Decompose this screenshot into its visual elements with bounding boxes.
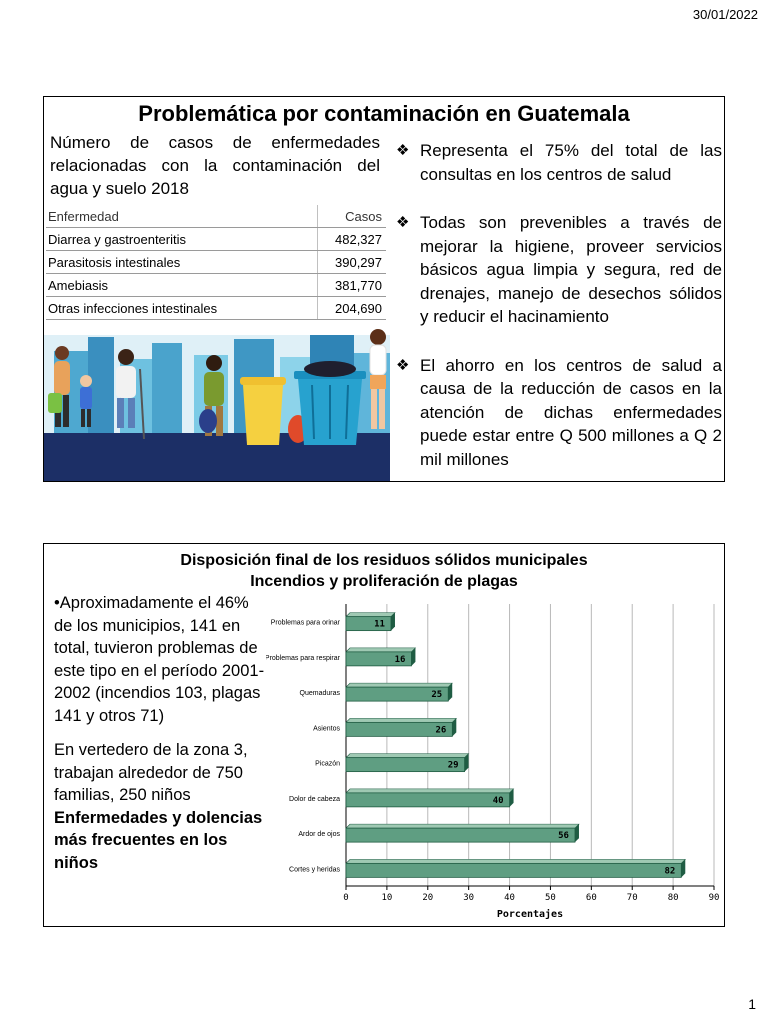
diamond-bullet-icon: ❖ — [396, 356, 410, 374]
bar-value-label: 25 — [431, 690, 443, 701]
landfill-paragraph: En vertedero de la zona 3, trabajan alrededor de 750 familias, 250 niños — [54, 741, 248, 804]
x-tick-label: 20 — [422, 893, 434, 903]
bar-top-face — [346, 859, 685, 863]
x-tick-label: 70 — [626, 893, 638, 903]
cases-value: 381,770 — [318, 274, 387, 297]
cases-intro: Número de casos de enfermedades relacionadas con la contaminación del agua y suelo 2018 — [50, 133, 380, 198]
table-row — [46, 251, 386, 274]
bullet-item — [396, 139, 722, 186]
category-label: Quemaduras — [299, 690, 340, 698]
slide-2-title-line-2: Incendios y proliferación de plagas — [250, 573, 518, 590]
page-number: 1 — [748, 996, 756, 1012]
x-tick-label: 50 — [545, 893, 556, 903]
category-label: Cortes y heridas — [289, 866, 340, 874]
x-tick-label: 30 — [463, 893, 475, 903]
diseases-table — [46, 205, 386, 320]
table-row — [46, 274, 386, 297]
bullet-text: Todas son prevenibles a través de mejorar la higiene, proveer servicios básicos agua limpia y segura, red de drenajes, manejo de desechos sólidos y reducir el hacinamiento — [420, 213, 722, 326]
x-tick-label: 10 — [381, 893, 393, 903]
disease-name: Parasitosis intestinales — [46, 251, 318, 274]
bar-value-label: 26 — [435, 725, 447, 736]
diamond-bullet-icon: ❖ — [396, 214, 410, 231]
category-label: Asientos — [313, 725, 340, 733]
slide-2-title — [44, 550, 724, 592]
cases-value: 482,327 — [318, 228, 387, 251]
diamond-bullet-icon: ❖ — [396, 142, 410, 159]
table-row — [46, 297, 386, 320]
bar-value-label: 29 — [447, 760, 459, 771]
cases-value: 204,690 — [318, 297, 387, 320]
category-label: Picazón — [315, 760, 340, 768]
bar-value-label: 56 — [558, 831, 569, 842]
blue-bin — [294, 361, 366, 445]
chart-svg — [266, 600, 724, 922]
diseases-heading: Enfermedades y dolencias más frecuentes en los niños — [54, 808, 263, 872]
disease-name: Diarrea y gastroenteritis — [46, 228, 318, 251]
bar-top-face — [346, 754, 469, 758]
slide-1-bullets — [396, 139, 722, 496]
x-tick-label: 0 — [343, 893, 349, 903]
bar-top-face — [346, 718, 456, 722]
disease-name: Amebiasis — [46, 274, 318, 297]
column-header-disease: Enfermedad — [46, 205, 318, 228]
slide-2 — [43, 543, 725, 927]
bar-top-face — [346, 683, 452, 687]
bar-top-face — [346, 824, 579, 828]
illustration-svg — [44, 329, 390, 481]
bar-value-label: 82 — [664, 866, 676, 877]
category-label: Problemas para respirar — [266, 654, 340, 662]
x-tick-label: 40 — [504, 893, 515, 903]
bar — [346, 828, 575, 842]
x-tick-label: 60 — [585, 893, 597, 903]
bar — [346, 793, 510, 807]
category-label: Problemas para orinar — [270, 619, 340, 627]
slide-2-title-line-1: Disposición final de los residuos sólidos municipales — [180, 552, 588, 569]
category-label: Dolor de cabeza — [289, 795, 340, 803]
category-label: Ardor de ojos — [298, 831, 340, 839]
disease-name: Otras infecciones intestinales — [46, 297, 318, 320]
bullet-text: El ahorro en los centros de salud a causa de la reducción de casos en la atención de dichas enfermedades puede estar entre Q 500 millones a Q 2 mil millones — [420, 355, 722, 469]
date: 30/01/2022 — [692, 7, 758, 22]
waste-cleanup-illustration — [44, 329, 390, 481]
bar — [346, 863, 681, 877]
x-tick-label: 80 — [667, 893, 679, 903]
table-row — [46, 228, 386, 251]
bullet-item — [396, 354, 722, 472]
bar-value-label: 16 — [394, 654, 406, 665]
bar-top-face — [346, 789, 514, 793]
bar-top-face — [346, 648, 415, 652]
bar-value-label: 11 — [374, 619, 385, 630]
column-header-cases: Casos — [318, 205, 387, 228]
slide-1 — [43, 96, 725, 482]
bar-top-face — [346, 613, 395, 617]
bullet-item — [396, 211, 722, 329]
x-axis-label: Porcentajes — [496, 909, 564, 920]
municipalities-paragraph: •Aproximadamente el 46% de los municipios, 141 en total, tuvieron problemas de este tipo en el período 2001-2002 (incendios 103, plagas 141 y otros 71) — [54, 594, 265, 725]
table-header-row — [46, 205, 386, 228]
x-tick-label: 90 — [708, 893, 720, 903]
cases-value: 390,297 — [318, 251, 387, 274]
bar-value-label: 40 — [492, 795, 504, 806]
bullet-text: Representa el 75% del total de las consultas en los centros de salud — [420, 141, 722, 184]
slide-2-text — [54, 592, 268, 886]
ailments-bar-chart — [266, 600, 724, 930]
slide-1-title: Problemática por contaminación en Guatemala — [138, 101, 630, 126]
